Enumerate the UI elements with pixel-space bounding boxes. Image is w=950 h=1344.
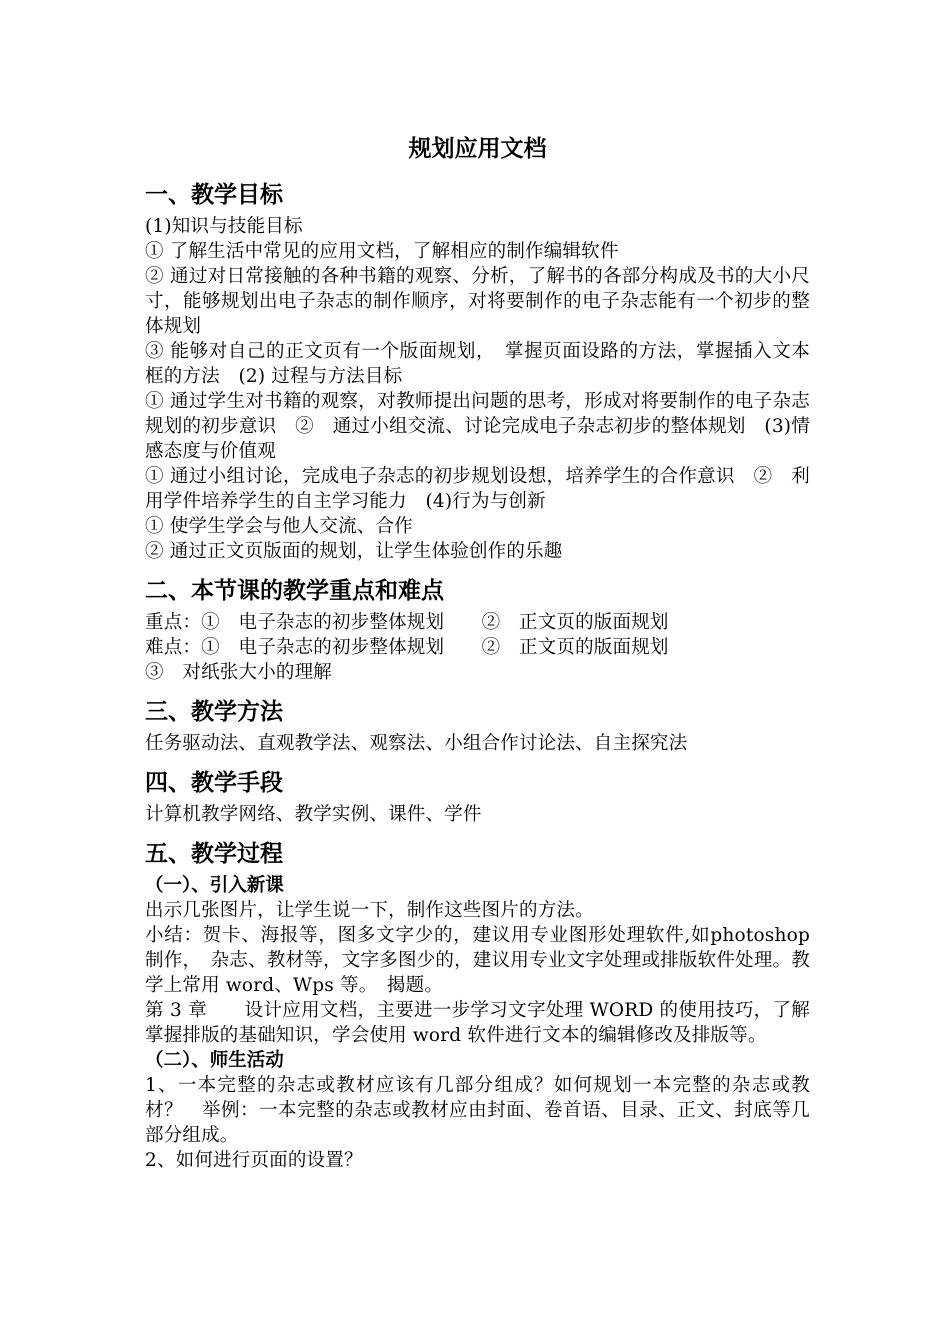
paragraph: 第 3 章 设计应用文档，主要进一步学习文字处理 WORD 的使用技巧，了解掌握排版的基础知识，学会使用 word 软件进行文本的编辑修改及排版等。 bbox=[145, 1000, 810, 1046]
paragraph: 出示几张图片，让学生说一下，制作这些图片的方法。 bbox=[145, 900, 594, 921]
subsection-heading: （二）、师生活动 bbox=[145, 1050, 284, 1071]
section-heading: 四、教学手段 bbox=[145, 770, 283, 796]
paragraph: ① 了解生活中常见的应用文档，了解相应的制作编辑软件 bbox=[145, 241, 619, 262]
document-body bbox=[145, 128, 810, 1181]
paragraph: ③ 能够对自己的正文页有一个版面规划， 掌握页面设路的方法，掌握插入文本框的方法 (2) 过程与方法目标 bbox=[145, 341, 810, 387]
section-means bbox=[145, 764, 810, 827]
section-key-points bbox=[145, 572, 810, 685]
paragraph: 小结：贺卡、海报等，图多文字少的，建议用专业图形处理软件,如photoshop 制作， 杂志、教材等，文字多图少的，建议用专业文字处理或排版软件处理。教学上常用 word、Wps 等。 揭题。 bbox=[145, 925, 810, 996]
section-objectives bbox=[145, 176, 810, 564]
section-heading: 二、本节课的教学重点和难点 bbox=[145, 578, 444, 604]
paragraph: ② 通过对日常接触的各种书籍的观察、分析，了解书的各部分构成及书的大小尺寸，能够规划出电子杂志的制作顺序，对将要制作的电子杂志能有一个初步的整体规划 bbox=[145, 266, 810, 337]
section-heading: 一、教学目标 bbox=[145, 182, 283, 208]
subsection-heading: （一）、引入新课 bbox=[145, 875, 284, 896]
section-methods bbox=[145, 693, 810, 756]
page-title: 规划应用文档 bbox=[408, 136, 547, 162]
paragraph: 2、如何进行页面的设置？ bbox=[145, 1150, 363, 1171]
paragraph: 难点：① 电子杂志的初步整体规划 ② 正文页的版面规划 bbox=[145, 637, 669, 658]
section-process bbox=[145, 835, 810, 1173]
paragraph: ① 通过学生对书籍的观察，对教师提出问题的思考，形成对将要制作的电子杂志规划的初步意识 ② 通过小组交流、讨论完成电子杂志初步的整体规划 (3)情感态度与价值观 bbox=[145, 391, 810, 462]
paragraph: 1、一本完整的杂志或教材应该有几部分组成？如何规划一本完整的杂志或教材？ 举例：一本完整的杂志或教材应由封面、卷首语、目录、正文、封底等几部分组成。 bbox=[145, 1075, 810, 1146]
paragraph: 计算机教学网络、教学实例、课件、学件 bbox=[145, 804, 482, 825]
paragraph: ② 通过正文页版面的规划，让学生体验创作的乐趣 bbox=[145, 541, 563, 562]
section-heading: 三、教学方法 bbox=[145, 699, 283, 725]
paragraph: 重点：① 电子杂志的初步整体规划 ② 正文页的版面规划 bbox=[145, 612, 669, 633]
paragraph: (1)知识与技能目标 bbox=[145, 216, 303, 237]
section-heading: 五、教学过程 bbox=[145, 841, 283, 867]
paragraph: ③ 对纸张大小的理解 bbox=[145, 662, 333, 683]
paragraph: 任务驱动法、直观教学法、观察法、小组合作讨论法、自主探究法 bbox=[145, 733, 688, 754]
paragraph: ① 通过小组讨论，完成电子杂志的初步规划设想，培养学生的合作意识 ② 利用学件培养学生的自主学习能力 (4)行为与创新 bbox=[145, 466, 810, 512]
paragraph: ① 使学生学会与他人交流、合作 bbox=[145, 516, 413, 537]
